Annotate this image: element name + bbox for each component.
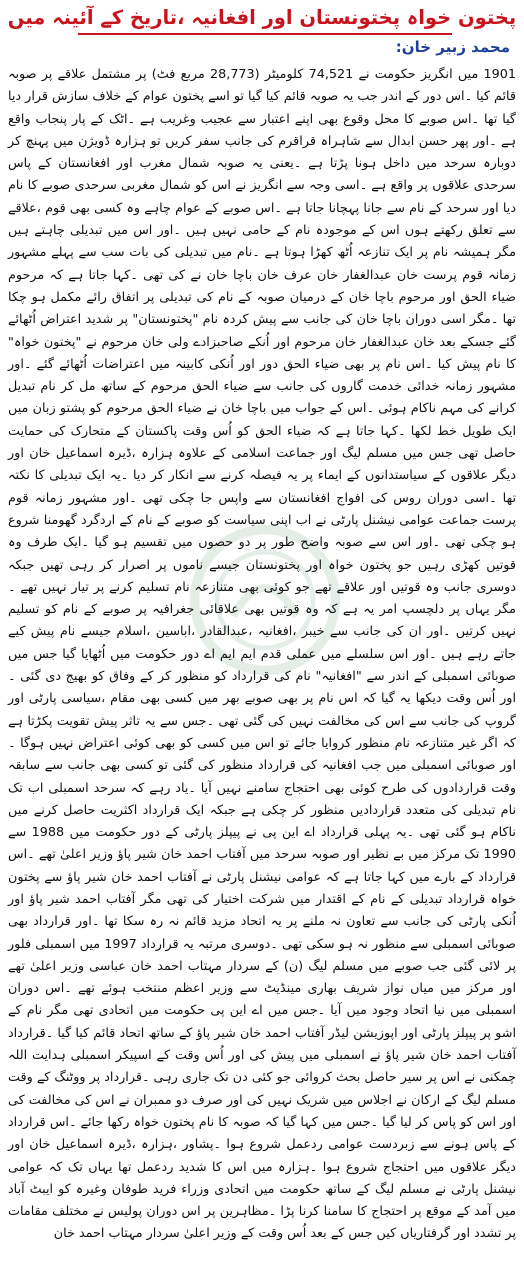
article-byline: محمد زبیر خان: <box>395 38 510 56</box>
article-headline: پختون خواہ پختونستان اور افغانیہ ،تاریخ کے آئینہ میں <box>7 6 517 29</box>
article-body <box>8 64 516 1246</box>
headline-underline <box>78 33 452 35</box>
article-body-text: 1901 میں انگریز حکومت نے 74,521 کلومیٹر (28,773 مربع فٹ) پر مشتمل علاقے پر صوبہ قائم کیا ۔اس دور کے اندر جب یہ صوبہ قائم کیا گیا تو اسے پختون عوام کے خلاف سازش قرار دیا گیا تھا ۔اس صوبے کا محل وقوع بھی اپنے اعتبار سے عجیب وغریب ہے ۔اٹک کے پار پنجاب واقع ہے ۔اور پھر حسن ابدال سے شاہراہ قراقرم کی جانب سفر کریں تو ہزارہ ڈویژن میں پہنچ کر دوبارہ سرحد میں داخل ہونا پڑتا ہے ۔یعنی یہ صوبہ شمال مغرب اور افغانستان کے پاس سرحدی علاقوں پر واقع ہے ۔اسی وجہ سے انگریز نے اس کو شمال مغربی سرحدی صوبے کا نام دیا اور سرحد کے نام سے جانا پہچانا جاتا ہے ۔اس صوبے کے عوام چاہے وہ کسی بھی قوم ،علاقے سے تعلق رکھتے ہوں اس کے موجودہ نام کے حامی نہیں ہیں ۔اور اس میں تبدیلی چاہتے ہیں مگر ہمیشہ نام پر ایک تنازعہ اُٹھ کھڑا ہوتا ہے ۔نام میں تبدیلی کی بات سب سے پہلے مشہور زمانہ قوم پرست خان عبدالغفار خان عرف خان باچا خان نے کی تھی ۔کہا جاتا ہے کہ مرحوم ضیاء الحق اور مرحوم باچا خان کے درمیان صوبہ کے نام کی تبدیلی پر اتفاق رائے مکمل ہو چکا تھا ۔مگر اسی دوران باچا خان کی جانب سے پیش کردہ نام "پختونستان" پر شدید اعتراض اُٹھائے گئے جسکے بعد خان عبدالغفار خان مرحوم اور اُنکے صاحبزادے ولی خان مرحوم نے "پختون خواہ" کا نام پیش کیا ۔اس نام پر بھی ضیاء الحق دور اور اُنکی کابینہ میں اعتراضات اُٹھائے گئے ۔اور مشہور زمانہ خدائی خدمت گاروں کی جانب سے ضیاء الحق مرحوم کے ساتھ مل کر نام تبدیل کرانے کی مہم ناکام ہوئی ۔اس کے جواب میں باچا خان نے ضیاء الحق مرحوم کو پشتو زبان میں ایک طویل خط لکھا ۔کہا جاتا ہے کہ ضیاء الحق کو اُس وقت پاکستان کے متحارک کی حمایت حاصل تھی جس میں مسلم لیگ اور جماعت اسلامی کے علاوہ ہزارہ ،ڈیرہ اسماعیل خان اور دیگر علاقوں کے سیاستدانوں کے ایماء پر یہ فیصلہ کرنے سے انکار کر دیا ۔یہ ایک تبدیلی کا نکتہ تھا ۔اسی دوران روس کی افواج افغانستان سے واپس جا چکی تھی ۔اور مشہور زمانہ قوم پرست جماعت عوامی نیشنل پارٹی نے اب اپنی سیاست کو صوبے کے نام کے اردگرد گھومنا شروع ہو چکی تھی ۔اور اس سے صوبہ واضح طور پر دو حصوں میں تقسیم ہو گیا ۔ایک طرف وہ قوتیں کھڑی رہیں جو پختون خواہ اور پختونستان جیسے ناموں پر اصرار کر رہی تھیں جبکہ دوسری جانب وہ قوتیں اور علاقے تھے جو کوئی بھی متنازعہ نام تسلیم کرنے پر تیار نہیں تھے ۔مگر یہاں پر دلچسپ امر یہ ہے کہ وہ قوتیں بھی علاقائی جغرافیہ پر صوبے کے نام کو تسلیم نہیں کرتیں ۔اور ان کی جانب سے خیبر ،افغانیہ ،عبدالقادر ،اباسین ،اسلام جیسے نام پیش کیے جاتے رہے ہیں ۔اور اس سلسلے میں عملی قدم ایم ایم اے دور حکومت میں اُٹھایا گیا جس میں صوبائی اسمبلی کے اندر سے "افغانیہ" نام کی قرارداد کو منظور کر کے وفاق کو بھیج دی گئی ۔اور اُس وقت دیکھا یہ گیا کہ اس نام پر بھی صوبے بھر میں کسی بھی مقام ،سیاسی پارٹی اور گروپ کی جانب سے اس کی مخالفت نہیں کی گئی تھی ۔جس سے یہ تاثر پیش تقویت پکڑتا ہے کہ اگر غیر متنازعہ نام منظور کروایا جائے تو اس میں کسی کو بھی کوئی اعتراض نہیں ہوگا ۔اور صوبائی اسمبلی میں جب افغانیہ کی قرارداد منظور کی گئی تو کسی بھی جانب سے سابقہ وقت قراردادوں کی طرح کوئی بھی احتجاج سامنے نہیں آیا ۔یاد رہے کہ سرحد اسمبلی اب تک نام تبدیلی کی متعدد قراردادیں منظور کر چکی ہے جبکہ ایک قرارداد اکثریت حاصل کرنے میں ناکام ہو گئی تھی ۔یہ پہلی قرارداد اے این پی نے پیپلز پارٹی کے دور حکومت میں 1988 سے 1990 تک مرکز میں بے نظیر اور صوبہ سرحد میں آفتاب احمد خان شیر پاؤ وزیر اعلیٰ تھے ۔اس قرارداد کے بارے میں کہا جاتا ہے کہ عوامی نیشنل پارٹی نے آفتاب احمد خان شیر پاؤ سے پختون خواہ قرارداد تبدیلی کے نام کے اقتدار میں شرکت اختیار کی تھی مگر آفتاب احمد شیر پاؤ اور اُنکی پارٹی کی جانب سے تعاون نہ ملنے پر یہ اتحاد مزید قائم نہ رہ سکا تھا ۔اور قرارداد بھی صوبائی اسمبلی سے منظور نہ ہو سکی تھی ۔دوسری مرتبہ یہ قرارداد 1997 میں اسمبلی فلور پر لائی گئی جب صوبے میں مسلم لیگ (ن) کے سردار مہتاب احمد خان عباسی وزیر اعلیٰ تھے اور مرکز میں میاں نواز شریف بھاری مینڈیٹ سے وزیر اعظم منتخب ہوئے تھے ۔اس دوران اسمبلی میں نیا اتحاد وجود میں آیا ۔جس میں اے این پی حکومت میں اتحادی تھی مگر نام کے اشو پر پیپلز پارٹی اور اپوزیشن لیڈر آفتاب احمد خان شیر پاؤ کے ساتھ اتحاد قائم کیا گیا ۔قرارداد آفتاب احمد خان شیر پاؤ نے اسمبلی میں پیش کی اور اُس وقت کے اسپیکر اسمبلی ہدایت اللہ چمکنی نے اس پر سیر حاصل بحث کروائی جو کئی دن تک جاری رہی ۔قرارداد پر ووٹنگ کے وقت مسلم لیگ کے ارکان نے اجلاس میں شریک نہیں کی اور صرف دو ممبران نے اس کی مخالفت کی اور اس کو پاس کر لیا گیا ۔جس میں کہا گیا کہ صوبہ کا نام پختون خواہ رکھا جائے ۔اس قرارداد کے پاس ہونے سے زبردست عوامی ردعمل شروع ہوا ۔پشاور ،ہزارہ ،ڈیرہ اسماعیل خان اور دیگر علاقوں میں احتجاج شروع ہوا ۔ہزارہ میں اس کا شدید ردعمل تھا یہاں تک کہ عوامی نیشنل پارٹی نے مسلم لیگ کے ساتھ حکومت میں اتحادی وزراء فرید طوفان وغیرہ کو ایبٹ آباد میں آمد کے موقع پر احتجاج کا سامنا کرنا پڑا ۔مظاہرین پر اس دوران پولیس نے مختلف مقامات پر تشدد اور گرفتاریاں کیں جس کے بعد اُس وقت کے وزیر اعلیٰ سردار مہتاب احمد خان <box>8 67 516 1242</box>
